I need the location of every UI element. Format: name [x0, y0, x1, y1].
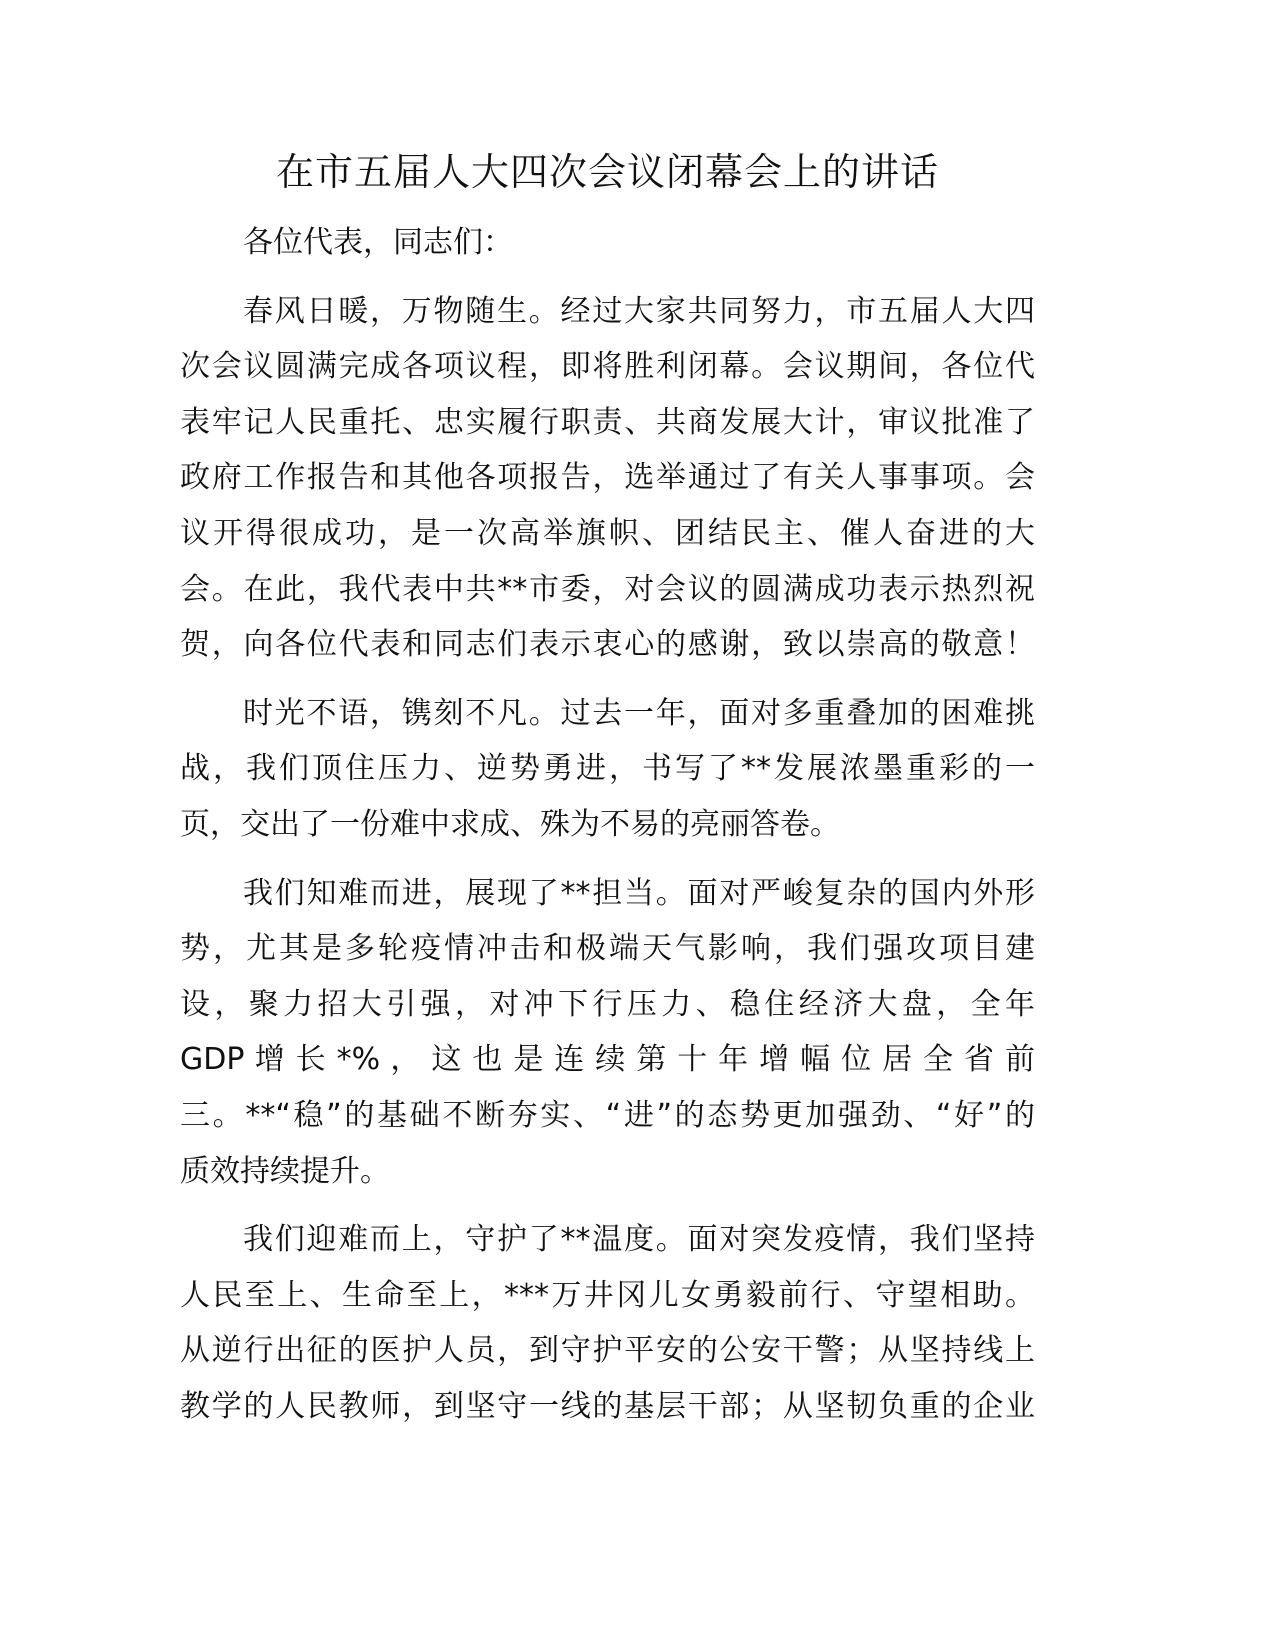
text-line: GDP 增 长 *% ， 这 也 是 连 续 第 十 年 增 幅 位 居 全 省 前: [180, 1042, 1035, 1078]
text-line: 质效持续提升。: [180, 1153, 390, 1189]
text-line: 设，聚力招大引强，对冲下行压力、稳住经济大盘，全年: [180, 986, 1035, 1022]
text-line: 政府工作报告和其他各项报告，选举通过了有关人事事项。会: [180, 460, 1035, 496]
text-line: 页，交出了一份难中求成、殊为不易的亮丽答卷。: [180, 806, 840, 842]
text-line: 战，我们顶住压力、逆势勇进，书写了**发展浓墨重彩的一: [180, 751, 1035, 787]
paragraph-salutation: [180, 215, 1035, 271]
text-line: 人民至上、生命至上，***万井冈儿女勇毅前行、守望相助。: [180, 1277, 1035, 1313]
text-line: 我们迎难而上，守护了**温度。面对突发疫情，我们坚持: [243, 1222, 1035, 1258]
text-line: 各位代表，同志们：: [243, 225, 513, 260]
text-line: 表牢记人民重托、忠实履行职责、共商发展大计，审议批准了: [180, 404, 1035, 440]
text-line: 三。**“稳”的基础不断夯实、“进”的态势更加强劲、“好”的: [180, 1097, 1035, 1133]
paragraph-economy: [180, 866, 1035, 1200]
text-line: 议开得很成功，是一次高举旗帜、团结民主、催人奋进的大: [180, 515, 1035, 551]
paragraph-opening: [180, 284, 1035, 673]
paragraph-review: [180, 686, 1035, 853]
text-line: 次会议圆满完成各项议程，即将胜利闭幕。会议期间，各位代: [180, 349, 1035, 385]
text-line: 教学的人民教师，到坚守一线的基层干部；从坚韧负重的企业: [180, 1388, 1035, 1424]
paragraph-epidemic: [180, 1212, 1035, 1434]
text-line: 春风日暖，万物随生。经过大家共同努力，市五届人大四: [243, 293, 1035, 329]
text-line: 从逆行出征的医护人员，到守护平安的公安干警；从坚持线上: [180, 1333, 1035, 1369]
text-line: 势，尤其是多轮疫情冲击和极端天气影响，我们强攻项目建: [180, 931, 1035, 967]
text-line: 会。在此，我代表中共**市委，对会议的圆满成功表示热烈祝: [180, 571, 1035, 607]
document-body: [180, 215, 1035, 1434]
text-line: 贺，向各位代表和同志们表示衷心的感谢，致以崇高的敬意！: [180, 627, 1035, 663]
text-line: 时光不语，镌刻不凡。过去一年，面对多重叠加的困难挑: [243, 695, 1035, 731]
document-title: 在市五届人大四次会议闭幕会上的讲话: [275, 150, 939, 194]
text-line: 我们知难而进，展现了**担当。面对严峻复杂的国内外形: [243, 875, 1035, 911]
